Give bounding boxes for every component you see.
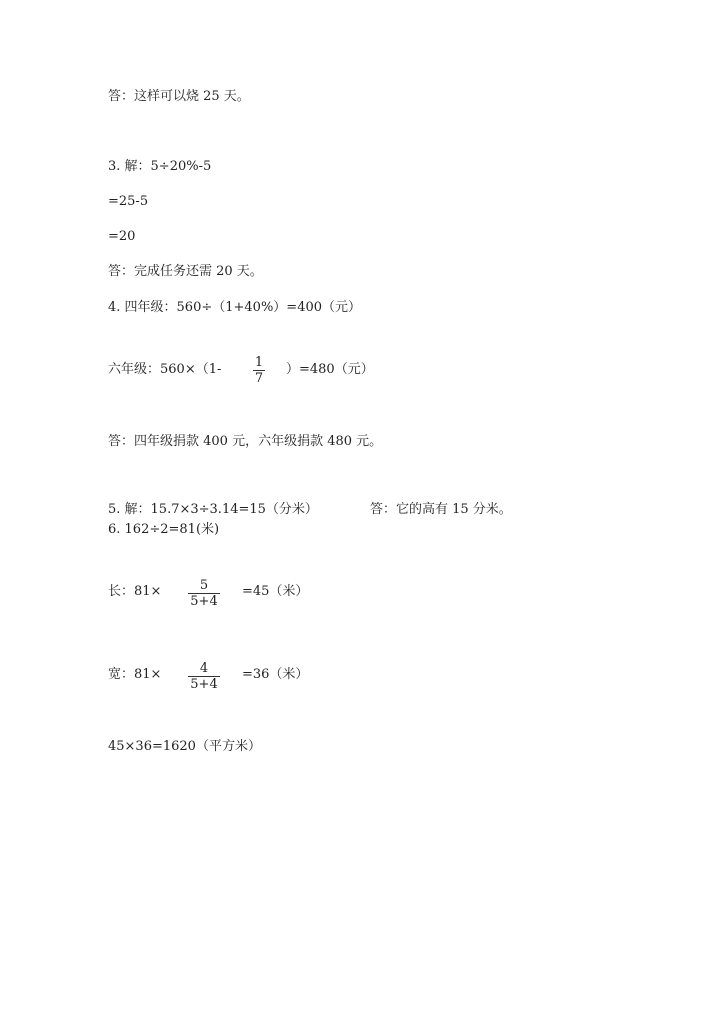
fraction-denominator: 7	[254, 371, 264, 386]
solution-5-line: 5. 解：15.7×3÷3.14=15（分米）	[108, 502, 318, 517]
solution-4-line-2-part-b: ）=480（元）	[286, 362, 374, 377]
width-line-part-b: =36（米）	[242, 667, 309, 682]
length-line-part-b: =45（米）	[242, 584, 309, 599]
fraction-denominator: 5+4	[190, 677, 218, 692]
area-line: 45×36=1620（平方米）	[108, 739, 261, 754]
width-line-part-a: 宽：81×	[108, 667, 162, 682]
fraction-one-seventh	[253, 355, 265, 386]
answer-line-3: 答：完成任务还需 20 天。	[108, 264, 263, 279]
solution-4-line-2-part-a: 六年级：560×（1-	[108, 362, 222, 377]
answer-line-5: 答：它的高有 15 分米。	[370, 502, 512, 517]
solution-3-line-3: =20	[108, 229, 136, 244]
fraction-four-ninths	[188, 661, 220, 692]
solution-4-line-1: 4. 四年级：560÷（1+40%）=400（元）	[108, 300, 362, 315]
fraction-five-ninths	[188, 578, 220, 609]
solution-3-line-2: =25-5	[108, 194, 149, 209]
length-line-part-a: 长：81×	[108, 584, 162, 599]
solution-6-line-1: 6. 162÷2=81(米)	[108, 522, 220, 537]
fraction-numerator: 1	[254, 355, 264, 370]
fraction-denominator: 5+4	[190, 594, 218, 609]
fraction-numerator: 4	[199, 661, 209, 676]
solution-3-line-1: 3. 解：5÷20%-5	[108, 159, 212, 174]
fraction-numerator: 5	[199, 578, 209, 593]
answer-line-1: 答：这样可以烧 25 天。	[108, 89, 250, 104]
answer-line-4: 答：四年级捐款 400 元，六年级捐款 480 元。	[108, 434, 383, 449]
